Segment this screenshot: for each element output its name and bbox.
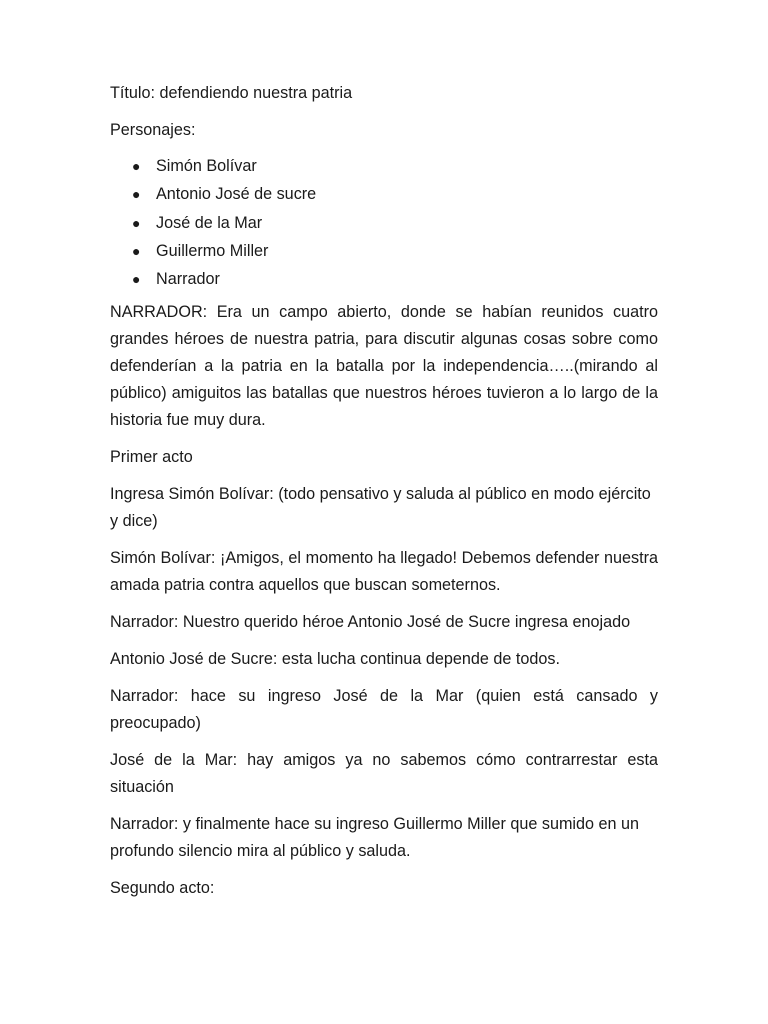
bullet-icon: ● [132, 271, 141, 288]
list-item: ● Simón Bolívar [110, 152, 658, 180]
paragraph: Ingresa Simón Bolívar: (todo pensativo y saluda al público en modo ejército y dice) [110, 485, 651, 531]
act-two-heading: Segundo acto: [110, 879, 215, 898]
list-item: ● Antonio José de sucre [110, 180, 658, 208]
list-item: ● José de la Mar [110, 209, 658, 237]
list-item: ● Narrador [110, 265, 658, 293]
bullet-icon: ● [132, 158, 141, 174]
paragraph: Simón Bolívar: ¡Amigos, el momento ha llegado! Debemos defender nuestra amada patria contra aquellos que buscan someternos. [110, 549, 658, 595]
list-item: ● Guillermo Miller [110, 237, 658, 265]
paragraph: Narrador: hace su ingreso José de la Mar (quien está cansado y preocupado) [110, 687, 658, 733]
act-one-heading: Primer acto [110, 448, 193, 467]
paragraph: José de la Mar: hay amigos ya no sabemos cómo contrarrestar esta situación [110, 751, 658, 797]
characters-heading: Personajes: [110, 121, 196, 139]
paragraph: Narrador: y finalmente hace su ingreso Guillermo Miller que sumido en un profundo silencio mira al público y saluda. [110, 815, 640, 861]
bullet-icon: ● [132, 186, 141, 203]
paragraph: Narrador: Nuestro querido héroe Antonio José de Sucre ingresa enojado [110, 613, 631, 632]
document-page [110, 80, 658, 912]
paragraph: Antonio José de Sucre: esta lucha continua depende de todos. [110, 650, 560, 669]
characters-list [110, 152, 658, 293]
bullet-icon: ● [132, 214, 141, 231]
document-title: Título: defendiendo nuestra patria [110, 84, 353, 102]
bullet-icon: ● [132, 242, 141, 259]
narrator-intro-paragraph: NARRADOR: Era un campo abierto, donde se habían reunidos cuatro grandes héroes de nuestra patria, para discutir algunas cosas sobre como defenderían a la patria en la batalla por la independencia…..(mirando al público) amiguitos las batallas que nuestros héroes tuvieron a lo largo de la historia fue muy dura. [110, 303, 658, 430]
